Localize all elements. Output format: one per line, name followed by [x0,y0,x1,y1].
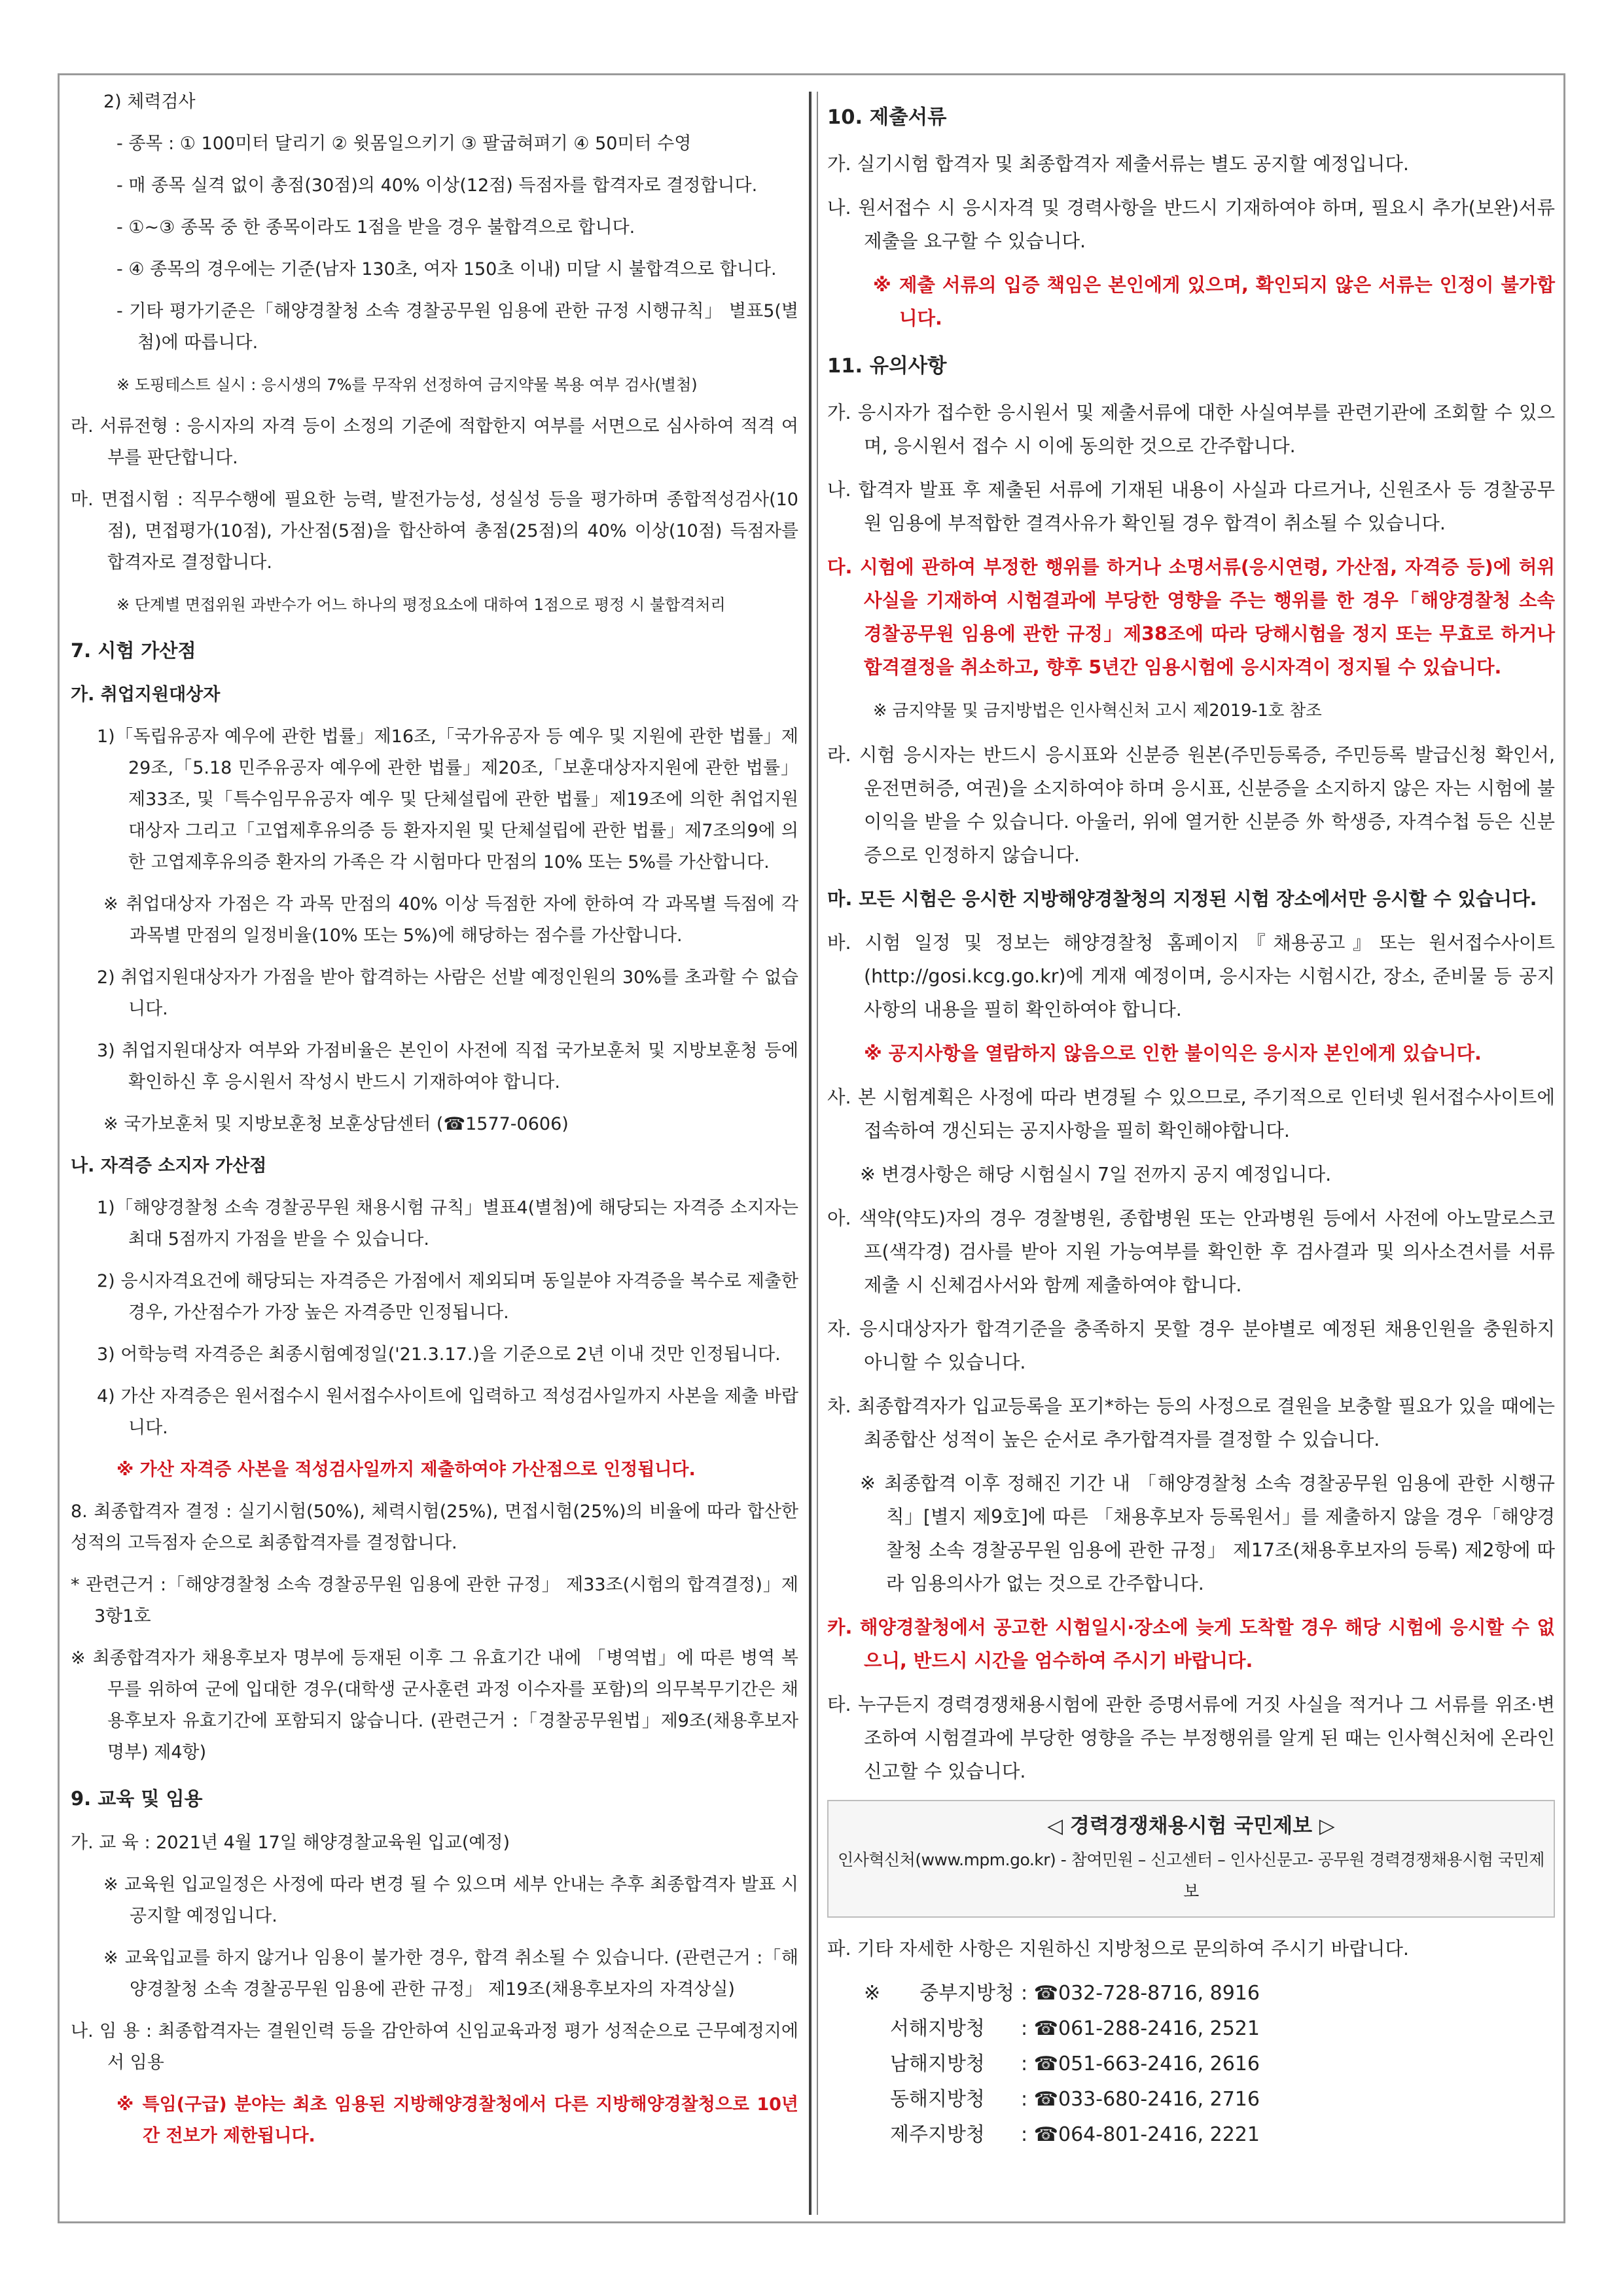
left-item-24 [71,1496,798,1559]
right-item-text: ※ 제출 서류의 입증 책임은 본인에게 있으며, 확인되지 않은 서류는 인정이 불가합니다. [873,274,1555,329]
right-item-text: 다. 시험에 관하여 부정한 행위를 하거나 소명서류(응시연령, 가산점, 자격증 등)에 허위사실을 기재하여 시험결과에 부당한 영향을 주는 행위를 한 경우「해양경찰청 소속 경찰공무원 임용에 관한 규정」제38조에 따라 당해시험을 정지 또는 무효로 하거나 합격결정을 취소하고, 향후 5년간 임용시험에 응시자격이 정지될 수 있습니다. [827,556,1555,678]
notice-title: ◁ 경력경쟁채용시험 국민제보 ▷ [1047,1814,1335,1838]
left-item-28 [71,1827,798,1859]
right-item-16 [827,1202,1555,1302]
left-item-22 [71,1381,798,1444]
left-item-text: ※ 가산 자격증 사본을 적성검사일까지 제출하여야 가산점으로 인정됩니다. [116,1460,696,1480]
left-item-31 [71,2016,798,2079]
left-item-text: 가. 취업지원대상자 [71,685,221,705]
contact-phone: : ☎061-288-2416, 2521 [1021,2017,1260,2040]
contact-row [864,2047,1555,2082]
left-item-17 [71,1109,798,1140]
right-item-4 [827,268,1555,335]
left-item-text: ※ 단계별 면접위원 과반수가 어느 하나의 평정요소에 대하여 1점으로 평정 시 불합격처리 [116,596,726,614]
right-item-text: 나. 합격자 발표 후 제출된 서류에 기재된 내용이 사실과 다르거나, 신원조사 등 경찰공무원 임용에 부적합한 결격사유가 확인될 경우 합격이 취소될 수 있습니다. [827,479,1555,534]
right-item-19 [827,1467,1555,1600]
left-item-text: - 매 종목 실격 없이 총점(30점)의 40% 이상(12점) 득점자를 합격자로 결정합니다. [116,175,758,196]
contact-row [864,2082,1555,2117]
right-item-6 [827,396,1555,463]
left-item-8 [71,411,798,474]
right-item-21 [827,1688,1555,1788]
left-item-21 [71,1339,798,1371]
left-item-text: 4) 가산 자격증은 원서접수시 원서접수사이트에 입력하고 적성검사일까지 사본을 제출 바랍니다. [97,1386,798,1438]
right-item-text: ※ 공지사항을 열람하지 않음으로 인한 불이익은 응시자 본인에게 있습니다. [864,1043,1482,1064]
right-item-9 [827,694,1555,728]
left-item-20 [71,1266,798,1329]
left-item-10 [71,589,798,620]
left-item-text: ※ 최종합격자가 채용후보자 명부에 등재된 이후 그 유효기간 내에 「병역법」에 따른 병역 복무를 위하여 군에 입대한 경우(대학생 군사훈련 과정 이수자를 포함)의 의무복무기간은 채용후보자 유효기간에 포함되지 않습니다. (관련근거 :「경찰공무원법」제9조(채용후보자 명부) 제4항) [71,1648,798,1763]
left-item-text: 1)「해양경찰청 소속 경찰공무원 채용시험 규칙」별표4(별첨)에 해당되는 자격증 소지자는 최대 5점까지 가점을 받을 수 있습니다. [97,1198,798,1249]
left-item-2 [71,128,798,160]
right-item-12 [827,926,1555,1026]
left-item-9 [71,484,798,579]
left-item-text: - 종목 : ① 100미터 달리기 ② 윗몸일으키기 ③ 팔굽혀펴기 ④ 50미터 수영 [116,134,692,154]
contact-row [864,2117,1555,2153]
right-item-text: 가. 실기시험 합격자 및 최종합격자 제출서류는 별도 공지할 예정입니다. [827,153,1409,175]
left-item-32 [71,2089,798,2152]
right-item-text: 바. 시험 일정 및 정보는 해양경찰청 홈페이지『채용공고』또는 원서접수사이트(http://gosi.kcg.go.kr)에 게재 예정이며, 응시자는 시험시간, 장소, 준비물 등 공지사항의 내용을 필히 확인하여야 합니다. [827,932,1555,1020]
right-item-text: 라. 시험 응시자는 반드시 응시표와 신분증 원본(주민등록증, 주민등록 발급신청 확인서, 운전면허증, 여권)을 소지하여야 하며 응시표, 신분증을 소지하지 않은 자는 시험에 불이익을 받을 수 있습니다. 아울러, 위에 열거한 신분증 外 학생증, 자격수첩 등은 신분증으로 인정하지 않습니다. [827,744,1555,866]
right-item-20 [827,1611,1555,1677]
left-item-text: - ④ 종목의 경우에는 기준(남자 130초, 여자 150초 이내) 미달 시 불합격으로 합니다. [116,259,777,279]
left-item-text: 2) 응시자격요건에 해당되는 자격증은 가점에서 제외되며 동일분야 자격증을 복수로 제출한 경우, 가산점수가 가장 높은 자격증만 인정됩니다. [97,1271,798,1323]
left-column [71,86,798,2162]
left-item-12 [71,679,798,711]
right-item-14 [827,1081,1555,1147]
right-item-text: 아. 색약(약도)자의 경우 경찰병원, 종합병원 또는 안과병원 등에서 사전에 아노말로스코프(색각경) 검사를 받아 지원 가능여부를 확인한 후 검사결과 및 의사소견서를 서류 제출 시 신체검사서와 함께 제출하여야 합니다. [827,1208,1555,1296]
right-item-text: 카. 해양경찰청에서 공고한 시험일시·장소에 늦게 도착할 경우 해당 시험에 응시할 수 없으니, 반드시 시간을 엄수하여 주시기 바랍니다. [827,1617,1555,1672]
inquiry-guide [827,1932,1555,1965]
left-item-3 [71,170,798,202]
left-item-text: 가. 교 육 : 2021년 4월 17일 해양경찰교육원 입교(예정) [71,1833,510,1853]
left-item-19 [71,1193,798,1255]
contact-office: 제주지방청 [890,2123,985,2146]
regional-contacts [827,1976,1555,2153]
right-item-text: 자. 응시대상자가 합격기준을 충족하지 못할 경우 분야별로 예정된 채용인원을 충원하지 아니할 수 있습니다. [827,1318,1555,1373]
inquiry-guide-text: 파. 기타 자세한 사항은 지원하신 지방청으로 문의하여 주시기 바랍니다. [827,1938,1409,1960]
left-item-text: - 기타 평가기준은「해양경찰청 소속 경찰공무원 임용에 관한 규정 시행규칙」 별표5(별첨)에 따릅니다. [116,301,798,353]
right-item-text: ※ 최종합격 이후 정해진 기간 내 「해양경찰청 소속 경찰공무원 임용에 관한 시행규칙」[별지 제9호]에 따른 「채용후보자 등록원서」를 제출하지 않을 경우「해양경찰청 소속 경찰공무원 임용에 관한 규정」 제17조(채용후보자의 등록) 제2항에 따라 임용의사가 없는 것으로 간주합니다. [860,1473,1555,1594]
right-item-10 [827,738,1555,872]
left-item-1 [71,86,798,118]
left-item-11 [71,635,798,666]
left-item-4 [71,212,798,243]
contact-office: 서해지방청 [890,2017,985,2040]
right-item-1 [827,101,1555,134]
right-item-13 [827,1037,1555,1070]
left-item-text: ※ 국가보훈처 및 지방보훈청 보훈상담센터 (☎1577-0606) [103,1114,569,1134]
left-item-text: 1)「독립유공자 예우에 관한 법률」제16조,「국가유공자 등 예우 및 지원에 관한 법률」제29조,「5.18 민주유공자 예우에 관한 법률」제20조,「보훈대상자지원에 관한 법률」제33조, 및「특수임무유공자 예우 및 단체설립에 관한 법률」제19조에 의한 취업지원대상자 그리고「고엽제후유의증 등 환자지원 및 단체설립에 관한 법률」제7조의9에 의한 고엽제후유의증 환자의 가족은 각 시험마다 만점의 10% 또는 5%를 가산합니다. [97,726,798,872]
right-item-text: 차. 최종합격자가 입교등록을 포기*하는 등의 사정으로 결원을 보충할 필요가 있을 때에는 최종합산 성적이 높은 순서로 추가합격자를 결정할 수 있습니다. [827,1395,1555,1450]
citizen-report-notice [827,1800,1555,1918]
left-item-16 [71,1035,798,1098]
right-item-3 [827,191,1555,258]
right-item-text: 사. 본 시험계획은 사정에 따라 변경될 수 있으므로, 주기적으로 인터넷 원서접수사이트에 접속하여 갱신되는 공지사항을 필히 확인해야합니다. [827,1086,1555,1141]
contact-phone: : ☎032-728-8716, 8916 [1021,1982,1260,2005]
left-item-30 [71,1943,798,2005]
right-column-items [827,101,1555,1788]
contact-row [864,2011,1555,2047]
right-item-text: 10. 제출서류 [827,106,947,129]
left-item-text: 7. 시험 가산점 [71,639,196,662]
left-item-15 [71,962,798,1025]
left-item-text: 라. 서류전형 : 응시자의 자격 등이 소정의 기준에 적합한지 여부를 서면으로 심사하여 적격 여부를 판단합니다. [71,416,798,468]
right-item-2 [827,147,1555,181]
left-item-text: 2) 취업지원대상자가 가점을 받아 합격하는 사람은 선발 예정인원의 30%를 초과할 수 없습니다. [97,967,798,1019]
left-item-text: 3) 어학능력 자격증은 최종시험예정일('21.3.17.)을 기준으로 2년 이내 것만 인정됩니다. [97,1344,781,1365]
left-item-text: - ①~③ 종목 중 한 종목이라도 1점을 받을 경우 불합격으로 합니다. [116,217,635,238]
left-item-text: * 관련근거 :「해양경찰청 소속 경찰공무원 임용에 관한 규정」 제33조(시험의 합격결정)」제3항1호 [71,1575,798,1626]
left-item-29 [71,1869,798,1932]
right-item-text: 나. 원서접수 시 응시자격 및 경력사항을 반드시 기재하여야 하며, 필요시 추가(보완)서류 제출을 요구할 수 있습니다. [827,197,1555,252]
contact-phone: : ☎051-663-2416, 2616 [1021,2053,1260,2075]
left-item-5 [71,254,798,285]
column-divider [809,92,818,2215]
left-item-18 [71,1151,798,1182]
right-item-18 [827,1390,1555,1456]
left-item-text: 9. 교육 및 임용 [71,1787,203,1810]
right-item-7 [827,473,1555,540]
left-item-text: ※ 도핑테스트 실시 : 응시생의 7%를 무작위 선정하여 금지약물 복용 여부 검사(별첨) [116,376,698,394]
left-item-26 [71,1643,798,1768]
left-item-text: ※ 특임(구급) 분야는 최초 임용된 지방해양경찰청에서 다른 지방해양경찰청으로 10년 간 전보가 제한됩니다. [116,2094,798,2146]
right-item-text: 타. 누구든지 경력경쟁채용시험에 관한 증명서류에 거짓 사실을 적거나 그 서류를 위조·변조하여 시험결과에 부당한 영향을 주는 부정행위를 알게 된 때는 인사혁신처에 온라인 신고할 수 있습니다. [827,1694,1555,1782]
right-item-17 [827,1312,1555,1379]
left-item-text: 나. 자격증 소지자 가산점 [71,1156,267,1176]
left-item-text: 8. 최종합격자 결정 : 실기시험(50%), 체력시험(25%), 면접시험(25%)의 비율에 따라 합산한 성적의 고득점자 순으로 최종합격자를 결정합니다. [71,1501,798,1553]
left-item-25 [71,1570,798,1632]
contact-office: 남해지방청 [890,2053,985,2075]
contact-row [864,1976,1555,2011]
left-item-text: ※ 교육입교를 하지 않거나 임용이 불가한 경우, 합격 취소될 수 있습니다. (관련근거 :「해양경찰청 소속 경찰공무원 임용에 관한 규정」 제19조(채용후보자의 자격상실) [103,1948,798,2000]
left-item-7 [71,369,798,401]
right-item-text: ※ 변경사항은 해당 시험실시 7일 전까지 공지 예정입니다. [860,1164,1332,1185]
right-item-15 [827,1158,1555,1191]
right-column [827,86,1555,2153]
contact-office: 동해지방청 [890,2088,985,2111]
right-item-text: 마. 모든 시험은 응시한 지방해양경찰청의 지정된 시험 장소에서만 응시할 수 있습니다. [827,888,1537,910]
contact-office: ※ 중부지방청 [864,1982,1014,2005]
right-item-8 [827,550,1555,684]
left-item-text: 나. 임 용 : 최종합격자는 결원인력 등을 감안하여 신임교육과정 평가 성적순으로 근무예정지에서 임용 [71,2021,798,2073]
right-item-text: ※ 금지약물 및 금지방법은 인사혁신처 고시 제2019-1호 참조 [873,701,1322,721]
contact-phone: : ☎033-680-2416, 2716 [1021,2088,1260,2111]
right-item-text: 11. 유의사항 [827,355,947,378]
right-item-text: 가. 응시자가 접수한 응시원서 및 제출서류에 대한 사실여부를 관련기관에 조회할 수 있으며, 응시원서 접수 시 이에 동의한 것으로 간주합니다. [827,402,1555,457]
left-item-text: ※ 교육원 입교일정은 사정에 따라 변경 될 수 있으며 세부 안내는 추후 최종합격자 발표 시 공지할 예정입니다. [103,1874,798,1926]
contact-phone: : ☎064-801-2416, 2221 [1021,2123,1260,2146]
left-item-6 [71,296,798,359]
left-item-text: 마. 면접시험 : 직무수행에 필요한 능력, 발전가능성, 성실성 등을 평가하며 종합적성검사(10점), 면접평가(10점), 가산점(5점)을 합산하여 총점(25점)의 40% 이상(10점) 득점자를 합격자로 결정합니다. [71,490,798,573]
left-item-text: ※ 취업대상자 가점은 각 과목 만점의 40% 이상 득점한 자에 한하여 각 과목별 득점에 각 과목별 만점의 일정비율(10% 또는 5%)에 해당하는 점수를 가산합니다. [103,894,798,946]
left-item-14 [71,889,798,952]
right-item-11 [827,882,1555,916]
left-item-23 [71,1454,798,1486]
notice-body: 인사혁신처(www.mpm.go.kr) - 참여민원 – 신고센터 – 인사신문고- 공무원 경력경쟁채용시험 국민제보 [838,1850,1544,1901]
left-item-text: 2) 체력검사 [103,92,196,112]
left-item-text: 3) 취업지원대상자 여부와 가점비율은 본인이 사전에 직접 국가보훈처 및 지방보훈청 등에 확인하신 후 응시원서 작성시 반드시 기재하여야 합니다. [97,1041,798,1092]
left-item-27 [71,1783,798,1814]
left-item-13 [71,721,798,878]
right-item-5 [827,350,1555,383]
